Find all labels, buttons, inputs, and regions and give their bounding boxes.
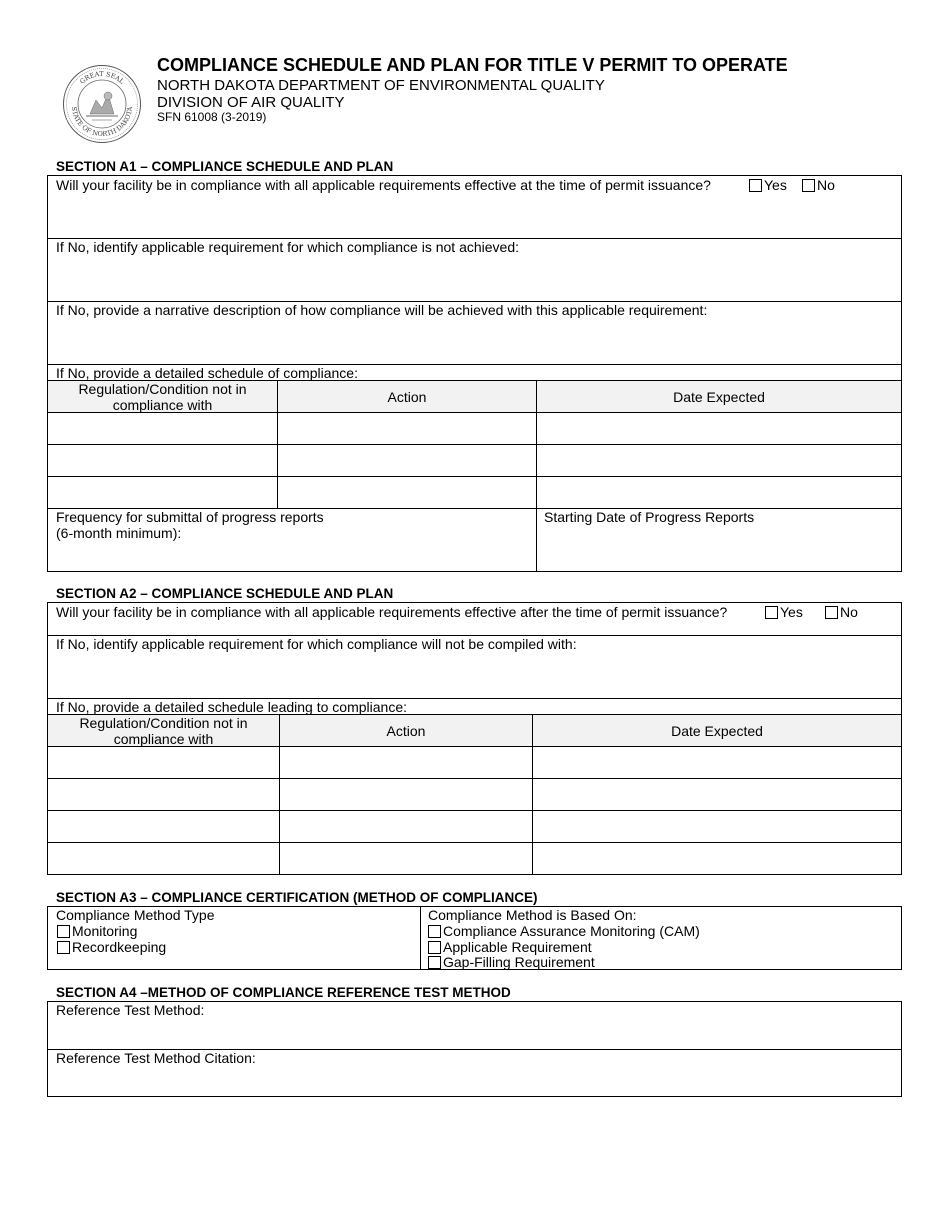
a2-row1-date[interactable]	[533, 747, 901, 778]
a3-based-on-label: Compliance Method is Based On:	[428, 907, 637, 923]
a3-applicable-checkbox[interactable]	[428, 941, 441, 954]
a1-row3-date[interactable]	[537, 477, 901, 508]
a4-ref-method-input[interactable]	[48, 1020, 901, 1048]
a1-narrative-input[interactable]	[48, 320, 901, 363]
a2-row4-action[interactable]	[280, 843, 532, 874]
a1-col-action: Action	[278, 381, 536, 412]
a2-row1-regulation[interactable]	[48, 747, 279, 778]
a3-gap-option: Gap-Filling Requirement	[428, 954, 595, 970]
a1-narrative-label: If No, provide a narrative description of how compliance will be achieved with this applicable requirement:	[56, 302, 708, 318]
a1-yes-option: Yes	[749, 177, 787, 193]
a3-monitoring-checkbox[interactable]	[57, 925, 70, 938]
a1-start-date-label: Starting Date of Progress Reports	[544, 509, 755, 525]
a3-recordkeeping-option: Recordkeeping	[57, 939, 166, 955]
a1-col-regulation: Regulation/Condition not in compliance with	[48, 381, 277, 412]
section-a2-title: SECTION A2 – COMPLIANCE SCHEDULE AND PLAN	[56, 586, 394, 601]
a1-row1-date[interactable]	[537, 413, 901, 444]
a4-citation-label: Reference Test Method Citation:	[56, 1050, 256, 1066]
a1-no-checkbox[interactable]	[802, 179, 815, 192]
a1-row2-regulation[interactable]	[48, 445, 277, 476]
division-name: DIVISION OF AIR QUALITY	[157, 94, 345, 111]
a2-col-regulation: Regulation/Condition not in compliance with	[48, 715, 279, 746]
a2-question-label: Will your facility be in compliance with all applicable requirements effective after the time of permit issuance?	[56, 604, 728, 620]
a2-row4-date[interactable]	[533, 843, 901, 874]
a1-row1-regulation[interactable]	[48, 413, 277, 444]
a4-ref-method-label: Reference Test Method:	[56, 1002, 205, 1018]
a1-question-label: Will your facility be in compliance with all applicable requirements effective at the time of permit issuance?	[56, 177, 711, 193]
a2-col-date: Date Expected	[533, 715, 901, 746]
section-a4-box	[47, 1001, 902, 1097]
a1-start-date-input[interactable]	[537, 527, 901, 571]
a3-applicable-option: Applicable Requirement	[428, 939, 592, 955]
svg-text:GREAT SEAL	[78, 70, 126, 86]
a3-cam-checkbox[interactable]	[428, 925, 441, 938]
a1-yes-checkbox[interactable]	[749, 179, 762, 192]
a2-row2-regulation[interactable]	[48, 779, 279, 810]
section-a1-box	[47, 175, 902, 572]
a2-row3-date[interactable]	[533, 811, 901, 842]
a2-row3-regulation[interactable]	[48, 811, 279, 842]
a1-row1-action[interactable]	[278, 413, 536, 444]
a2-row2-date[interactable]	[533, 779, 901, 810]
a2-row2-action[interactable]	[280, 779, 532, 810]
section-a1-title: SECTION A1 – COMPLIANCE SCHEDULE AND PLAN	[56, 159, 394, 174]
a1-schedule-label: If No, provide a detailed schedule of compliance:	[56, 365, 358, 381]
a4-citation-input[interactable]	[48, 1068, 901, 1096]
section-a2-box	[47, 602, 902, 875]
a3-recordkeeping-checkbox[interactable]	[57, 941, 70, 954]
form-number: SFN 61008 (3-2019)	[157, 110, 267, 124]
a1-requirement-input[interactable]	[48, 257, 901, 300]
seal-bottom-text: STATE OF NORTH DAKOTA	[69, 106, 135, 139]
a1-col-date: Date Expected	[537, 381, 901, 412]
a1-question-field[interactable]	[48, 194, 901, 237]
a2-row3-action[interactable]	[280, 811, 532, 842]
seal-top-text: GREAT SEAL	[78, 69, 126, 86]
a3-gap-checkbox[interactable]	[428, 956, 441, 969]
section-a4-title: SECTION A4 –METHOD OF COMPLIANCE REFERENCE TEST METHOD	[56, 985, 511, 1000]
a1-row2-action[interactable]	[278, 445, 536, 476]
a1-no-option: No	[802, 177, 835, 193]
a2-no-option: No	[825, 604, 858, 620]
a1-frequency-input[interactable]	[48, 542, 536, 571]
a1-requirement-label: If No, identify applicable requirement for which compliance is not achieved:	[56, 239, 520, 255]
a2-row4-regulation[interactable]	[48, 843, 279, 874]
a3-monitoring-option: Monitoring	[57, 923, 137, 939]
a1-row3-regulation[interactable]	[48, 477, 277, 508]
a2-col-action: Action	[280, 715, 532, 746]
a2-schedule-label: If No, provide a detailed schedule leading to compliance:	[56, 699, 407, 715]
a2-no-checkbox[interactable]	[825, 606, 838, 619]
section-a3-box	[47, 906, 902, 970]
state-seal	[62, 64, 142, 144]
a1-row2-date[interactable]	[537, 445, 901, 476]
a2-yes-option: Yes	[765, 604, 803, 620]
section-a3-title: SECTION A3 – COMPLIANCE CERTIFICATION (METHOD OF COMPLIANCE)	[56, 890, 538, 905]
a3-cam-option: Compliance Assurance Monitoring (CAM)	[428, 923, 700, 939]
a1-row3-action[interactable]	[278, 477, 536, 508]
a2-requirement-input[interactable]	[48, 654, 901, 697]
a2-row1-action[interactable]	[280, 747, 532, 778]
form-title: COMPLIANCE SCHEDULE AND PLAN FOR TITLE V PERMIT TO OPERATE	[157, 55, 788, 75]
a2-yes-checkbox[interactable]	[765, 606, 778, 619]
a1-frequency-label: Frequency for submittal of progress reports (6-month minimum):	[56, 509, 324, 541]
a3-method-type-label: Compliance Method Type	[56, 907, 215, 923]
a2-requirement-label: If No, identify applicable requirement for which compliance will not be compiled with:	[56, 636, 577, 652]
department-name: NORTH DAKOTA DEPARTMENT OF ENVIRONMENTAL QUALITY	[157, 77, 605, 94]
